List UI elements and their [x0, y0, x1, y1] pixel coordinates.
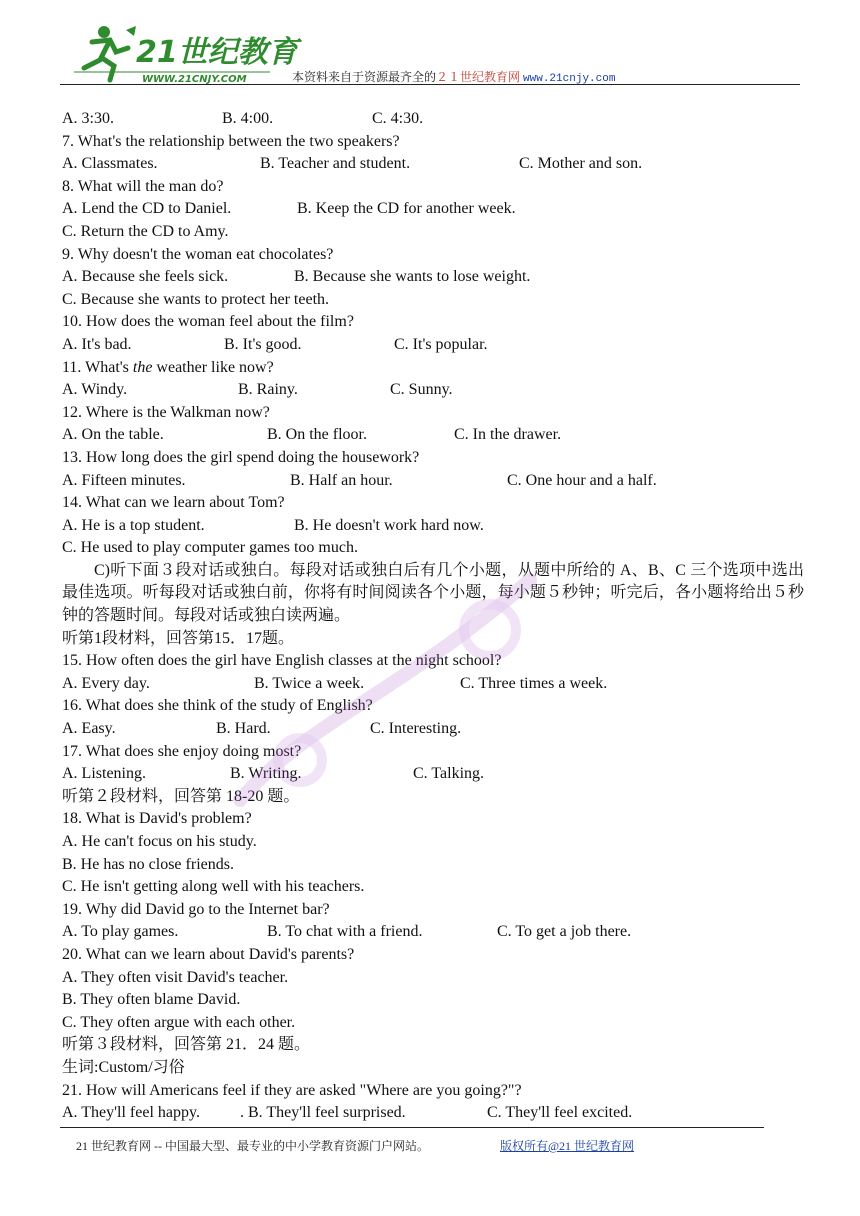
option-b: B. Teacher and student. [260, 155, 411, 173]
option-b: B. Hard. [216, 720, 271, 738]
option-b: B. Keep the CD for another week. [297, 200, 516, 218]
question-9: 9. Why doesn't the woman eat chocolates? [62, 245, 334, 263]
option-c-line: C. He isn't getting along well with his teachers. [62, 878, 365, 896]
option-b: B. He doesn't work hard now. [294, 516, 484, 534]
option-b: B. On the floor. [267, 426, 367, 444]
options-row [62, 379, 804, 402]
question-16: 16. What does she think of the study of English? [62, 697, 373, 715]
header-divider [60, 84, 800, 85]
option-a-line: A. They often visit David's teacher. [62, 968, 289, 986]
section-c-instructions: C)听下面３段对话或独白。每段对话或独白后有几个小题，从题中所给的 A、B、C 三个选项中选出最佳选项。听每段对话或独白前，你将有时间阅读各个小题，每小题５秒钟；听完后，各小题将给出５秒钟的答题时间。每段对话或独白读两遍。 [62, 561, 804, 625]
passage-1-heading: 听第1段材料，回答第15．17题。 [62, 629, 295, 647]
option-c: C. It's popular. [394, 335, 488, 353]
options-row [62, 921, 804, 944]
options-row [62, 334, 804, 357]
svg-text:21世纪教育: 21世纪教育 [136, 35, 298, 70]
footer-divider [60, 1127, 764, 1128]
option-c: C. One hour and a half. [507, 471, 657, 489]
options-row [62, 763, 804, 786]
option-c: C. 4:30. [372, 110, 424, 127]
q11-suffix: weather like now? [152, 358, 274, 376]
options-row [62, 470, 804, 493]
option-b: B. Half an hour. [290, 471, 393, 489]
question-7: 7. What's the relationship between the two speakers? [62, 132, 400, 150]
option-a: A. 3:30. [62, 110, 114, 127]
option-a: A. Easy. [62, 720, 116, 738]
option-c: C. To get a job there. [497, 923, 632, 941]
option-b: B. Rainy. [238, 381, 298, 399]
options-row [62, 198, 804, 221]
options-row [62, 673, 804, 696]
footer-copyright-link[interactable]: 版权所有@21 世纪教育网 [500, 1139, 635, 1153]
option-a-line: A. He can't focus on his study. [62, 833, 257, 850]
option-b: B. 4:00. [222, 110, 274, 127]
option-a: A. It's bad. [62, 335, 132, 353]
option-a: A. On the table. [62, 426, 164, 444]
option-c: C. They'll feel excited. [487, 1104, 633, 1122]
option-b: . B. They'll feel surprised. [240, 1104, 406, 1122]
passage-3-heading: 听第３段材料，回答第 21．24 题。 [62, 1036, 311, 1054]
options-row [62, 1102, 804, 1125]
note-brand: ２１世纪教育网 [436, 70, 521, 84]
options-row [62, 108, 804, 131]
question-14: 14. What can we learn about Tom? [62, 494, 285, 512]
question-20: 20. What can we learn about David's parents? [62, 945, 355, 963]
option-b: B. Writing. [230, 765, 302, 783]
option-c: C. Talking. [413, 765, 485, 783]
option-a: A. They'll feel happy. [62, 1104, 200, 1122]
option-c: C. Three times a week. [460, 674, 608, 692]
question-10: 10. How does the woman feel about the film? [62, 313, 354, 331]
question-12: 12. Where is the Walkman now? [62, 403, 270, 421]
option-a: A. Lend the CD to Daniel. [62, 200, 232, 218]
vocabulary-note: 生词:Custom/习俗 [62, 1058, 185, 1076]
option-c-line: C. He used to play computer games too much. [62, 539, 358, 557]
option-b: B. It's good. [224, 335, 302, 353]
note-prefix: 本资料来自于资源最齐全的 [292, 70, 437, 84]
option-a: A. Classmates. [62, 155, 158, 173]
option-c-line: C. They often argue with each other. [62, 1013, 296, 1031]
exam-content [62, 108, 804, 1125]
options-row [62, 718, 804, 741]
option-a: A. Listening. [62, 765, 146, 783]
options-row [62, 153, 804, 176]
options-row [62, 266, 804, 289]
note-url[interactable]: www.21cnjy.com [523, 73, 616, 85]
option-c-line: C. Because she wants to protect her teeth. [62, 290, 330, 308]
passage-2-heading: 听第２段材料，回答第 18-20 题。 [62, 787, 300, 805]
q11-italic-word: the [132, 358, 153, 376]
option-b: B. Because she wants to lose weight. [294, 268, 531, 286]
option-b: B. Twice a week. [254, 674, 365, 692]
question-8: 8. What will the man do? [62, 177, 224, 195]
option-c: C. Sunny. [390, 381, 453, 399]
21cnjy-logo [70, 22, 298, 85]
option-c: C. Mother and son. [519, 155, 643, 173]
question-18: 18. What is David's problem? [62, 810, 252, 828]
option-a: A. He is a top student. [62, 516, 205, 534]
option-a: A. Windy. [62, 381, 128, 399]
question-13: 13. How long does the girl spend doing the housework? [62, 448, 420, 466]
page-header [60, 18, 800, 88]
option-a: A. Because she feels sick. [62, 268, 229, 286]
options-row [62, 515, 804, 538]
option-a: A. Fifteen minutes. [62, 471, 186, 489]
question-11 [62, 357, 804, 380]
question-17: 17. What does she enjoy doing most? [62, 742, 302, 760]
svg-text:WWW.21CNJY.COM: WWW.21CNJY.COM [142, 74, 247, 85]
option-a: A. To play games. [62, 923, 179, 941]
q11-prefix: 11. What's [62, 358, 133, 376]
options-row [62, 424, 804, 447]
question-15: 15. How often does the girl have English classes at the night school? [62, 652, 502, 670]
option-b-line: B. He has no close friends. [62, 855, 234, 873]
option-a: A. Every day. [62, 674, 150, 692]
question-21: 21. How will Americans feel if they are asked "Where are you going?"? [62, 1081, 522, 1099]
option-b-line: B. They often blame David. [62, 991, 241, 1009]
header-source-note [292, 68, 615, 85]
option-c-line: C. Return the CD to Amy. [62, 222, 229, 240]
footer-site-description: 21 世纪教育网 -- 中国最大型、最专业的中小学教育资源门户网站。 [76, 1139, 429, 1153]
option-c: C. In the drawer. [454, 426, 562, 444]
question-19: 19. Why did David go to the Internet bar? [62, 900, 330, 918]
option-b: B. To chat with a friend. [267, 923, 423, 941]
option-c: C. Interesting. [370, 720, 462, 738]
